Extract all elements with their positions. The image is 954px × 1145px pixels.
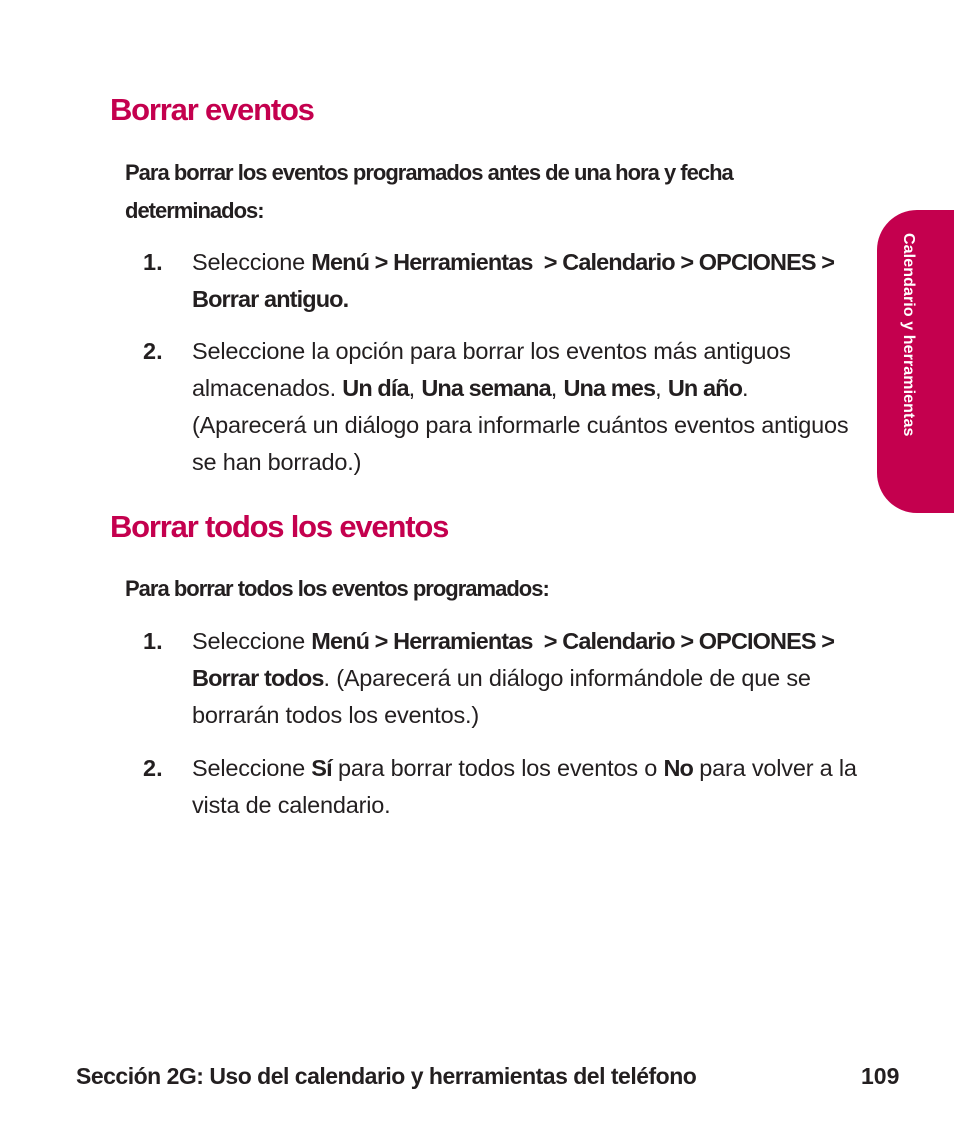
- step-number: 2.: [143, 755, 163, 781]
- step-text: Seleccione Sí para borrar todos los eventos o No para volver a la vista de calendario.: [192, 755, 857, 818]
- step-item: [143, 244, 863, 318]
- step-text: Seleccione Menú > Herramientas > Calendario > OPCIONES > Borrar antiguo.: [192, 249, 835, 312]
- footer-page-number: 109: [861, 1063, 900, 1089]
- step-text: Seleccione la opción para borrar los eventos más antiguos almacenados. Un día, Una semana, Una mes, Un año. (Aparecerá un diálogo para informarle cuántos eventos antiguos se han borrado.): [192, 338, 849, 475]
- section-intro-borrar-eventos: Para borrar los eventos programados antes de una hora y fecha determinados:: [125, 160, 733, 223]
- step-item: [143, 750, 863, 824]
- step-item: [143, 333, 863, 481]
- step-item: [143, 623, 863, 734]
- step-text: Seleccione Menú > Herramientas > Calendario > OPCIONES > Borrar todos. (Aparecerá un diálogo informándole de que se borrarán todos los eventos.): [192, 628, 835, 728]
- footer-section-title: Sección 2G: Uso del calendario y herramientas del teléfono: [76, 1063, 697, 1089]
- step-number: 1.: [143, 249, 163, 275]
- section-heading-borrar-todos: Borrar todos los eventos: [110, 509, 449, 544]
- step-number: 1.: [143, 628, 163, 654]
- section-heading-borrar-eventos: Borrar eventos: [110, 92, 314, 127]
- section-intro-borrar-todos: Para borrar todos los eventos programados:: [125, 576, 549, 601]
- step-number: 2.: [143, 338, 163, 364]
- side-chapter-tab-label: Calendario y herramientas: [900, 233, 917, 437]
